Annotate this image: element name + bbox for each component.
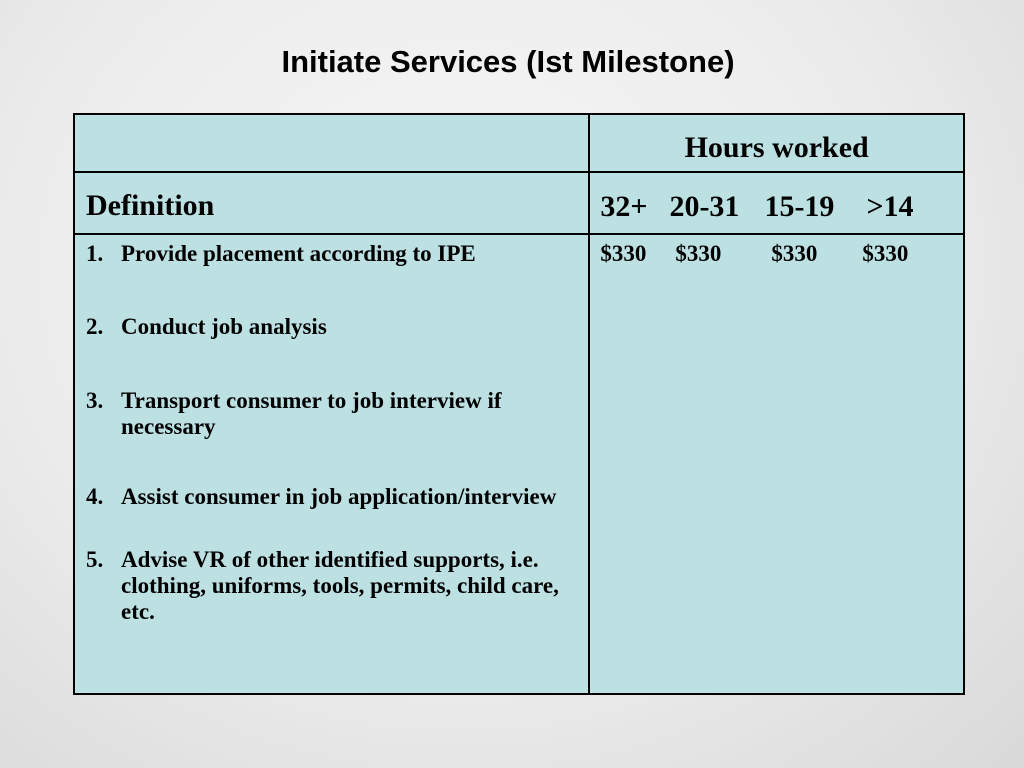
hour-range-32-plus: 32+ [600,190,648,223]
hour-ranges-cell [589,172,964,234]
fee-under-14: $330 [862,241,909,266]
item-number: 3. [86,388,104,413]
item-number: 4. [86,484,104,509]
definition-header-cell [74,172,589,234]
fee-row [590,235,963,267]
table-header-row [74,114,964,172]
list-item [86,388,588,440]
fees-cell [589,234,964,694]
list-item [86,314,588,340]
item-text: Assist consumer in job application/interview [121,484,557,509]
hour-ranges [590,173,963,224]
definition-header: Definition [86,189,215,222]
table-subheader-row [74,172,964,234]
hours-header-cell [589,114,964,172]
item-text: Conduct job analysis [121,314,327,339]
item-text: Provide placement according to IPE [121,241,476,266]
item-text: Advise VR of other identified supports, i.e. clothing, uniforms, tools, permits, child care, etc. [121,547,559,624]
fee-15-19: $330 [771,241,818,266]
hour-range-under-14: >14 [866,190,914,223]
fee-32-plus: $330 [600,241,647,266]
fee-20-31: $330 [675,241,722,266]
hour-range-15-19: 15-19 [764,190,835,223]
list-item [86,484,588,510]
list-item [86,241,588,267]
hours-worked-header: Hours worked [684,131,869,164]
list-item [86,547,588,625]
item-number: 1. [86,241,104,266]
empty-header-cell [74,114,589,172]
item-number: 2. [86,314,104,339]
table-body-row [74,234,964,694]
slide-title: Initiate Services (Ist Milestone) [281,44,735,79]
definitions-cell [74,234,589,694]
item-number: 5. [86,547,104,572]
item-text: Transport consumer to job interview if necessary [121,388,502,439]
hour-range-20-31: 20-31 [669,190,740,223]
definition-list [75,235,588,625]
milestone-table [73,113,965,695]
